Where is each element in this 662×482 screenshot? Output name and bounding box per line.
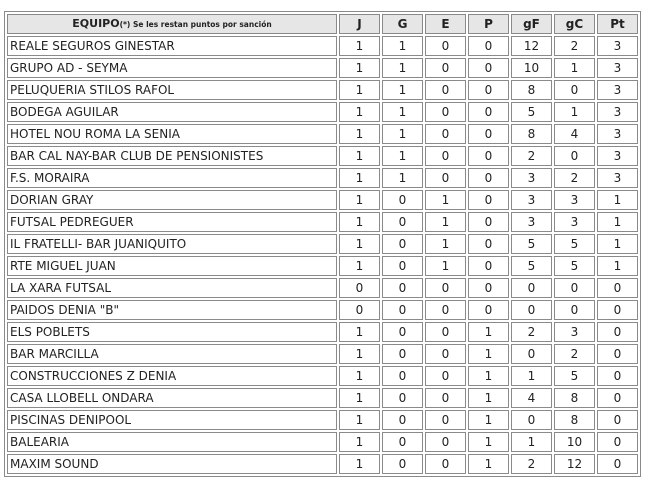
table-row [7, 300, 638, 320]
lost-cell: 0 [468, 190, 509, 210]
lost-column-header: P [468, 14, 509, 34]
team-column-header [7, 14, 337, 34]
goals-against-cell: 0 [554, 300, 595, 320]
won-cell: 1 [382, 36, 423, 56]
played-cell: 1 [339, 366, 380, 386]
lost-cell: 0 [468, 278, 509, 298]
goals-for-cell: 5 [511, 102, 552, 122]
lost-cell: 1 [468, 432, 509, 452]
goals-for-cell: 8 [511, 80, 552, 100]
points-cell: 0 [597, 454, 638, 474]
team-name-cell: GRUPO AD - SEYMA [7, 58, 337, 78]
lost-cell: 1 [468, 454, 509, 474]
goals-for-cell: 5 [511, 256, 552, 276]
table-row [7, 410, 638, 430]
lost-cell: 0 [468, 80, 509, 100]
won-cell: 0 [382, 322, 423, 342]
goals-against-column-header: gC [554, 14, 595, 34]
drawn-cell: 0 [425, 322, 466, 342]
goals-against-cell: 12 [554, 454, 595, 474]
goals-for-cell: 0 [511, 278, 552, 298]
table-row [7, 212, 638, 232]
table-row [7, 388, 638, 408]
played-cell: 1 [339, 322, 380, 342]
points-cell: 3 [597, 36, 638, 56]
won-cell: 0 [382, 388, 423, 408]
sanction-note: (*) Se les restan puntos por sanción [119, 19, 272, 29]
goals-against-cell: 5 [554, 366, 595, 386]
team-name-cell: BAR MARCILLA [7, 344, 337, 364]
goals-against-cell: 5 [554, 256, 595, 276]
lost-cell: 0 [468, 256, 509, 276]
drawn-cell: 0 [425, 146, 466, 166]
goals-against-cell: 2 [554, 36, 595, 56]
team-header-label: EQUIPO [72, 16, 120, 30]
drawn-cell: 0 [425, 58, 466, 78]
lost-cell: 1 [468, 344, 509, 364]
goals-for-cell: 1 [511, 366, 552, 386]
lost-cell: 0 [468, 212, 509, 232]
lost-cell: 0 [468, 146, 509, 166]
won-cell: 0 [382, 454, 423, 474]
points-cell: 0 [597, 344, 638, 364]
won-column-header: G [382, 14, 423, 34]
played-cell: 1 [339, 432, 380, 452]
points-cell: 1 [597, 212, 638, 232]
played-cell: 1 [339, 36, 380, 56]
lost-cell: 0 [468, 102, 509, 122]
points-cell: 0 [597, 366, 638, 386]
played-cell: 1 [339, 124, 380, 144]
drawn-cell: 0 [425, 278, 466, 298]
lost-cell: 1 [468, 366, 509, 386]
goals-for-cell: 2 [511, 146, 552, 166]
won-cell: 0 [382, 212, 423, 232]
team-name-cell: PELUQUERIA STILOS RAFOL [7, 80, 337, 100]
team-name-cell: RTE MIGUEL JUAN [7, 256, 337, 276]
points-cell: 3 [597, 102, 638, 122]
played-cell: 1 [339, 146, 380, 166]
table-row [7, 432, 638, 452]
played-cell: 1 [339, 212, 380, 232]
table-row [7, 36, 638, 56]
points-cell: 0 [597, 432, 638, 452]
played-cell: 1 [339, 388, 380, 408]
points-cell: 3 [597, 58, 638, 78]
goals-against-cell: 1 [554, 102, 595, 122]
drawn-cell: 0 [425, 80, 466, 100]
lost-cell: 0 [468, 300, 509, 320]
lost-cell: 0 [468, 36, 509, 56]
played-cell: 1 [339, 102, 380, 122]
table-row [7, 454, 638, 474]
lost-cell: 0 [468, 124, 509, 144]
goals-for-cell: 5 [511, 234, 552, 254]
lost-cell: 1 [468, 388, 509, 408]
won-cell: 1 [382, 80, 423, 100]
goals-against-cell: 0 [554, 278, 595, 298]
points-cell: 0 [597, 300, 638, 320]
goals-for-cell: 8 [511, 124, 552, 144]
drawn-cell: 0 [425, 102, 466, 122]
team-name-cell: LA XARA FUTSAL [7, 278, 337, 298]
points-cell: 1 [597, 234, 638, 254]
goals-against-cell: 0 [554, 80, 595, 100]
table-row [7, 344, 638, 364]
goals-against-cell: 4 [554, 124, 595, 144]
played-cell: 1 [339, 234, 380, 254]
goals-against-cell: 8 [554, 388, 595, 408]
goals-for-cell: 0 [511, 410, 552, 430]
drawn-cell: 1 [425, 256, 466, 276]
won-cell: 0 [382, 278, 423, 298]
played-cell: 1 [339, 168, 380, 188]
lost-cell: 0 [468, 168, 509, 188]
drawn-cell: 1 [425, 190, 466, 210]
points-cell: 1 [597, 256, 638, 276]
lost-cell: 0 [468, 58, 509, 78]
played-cell: 0 [339, 300, 380, 320]
drawn-cell: 0 [425, 36, 466, 56]
won-cell: 0 [382, 366, 423, 386]
table-row [7, 58, 638, 78]
points-cell: 3 [597, 146, 638, 166]
drawn-cell: 0 [425, 366, 466, 386]
points-cell: 1 [597, 190, 638, 210]
goals-against-cell: 1 [554, 58, 595, 78]
points-cell: 0 [597, 322, 638, 342]
won-cell: 1 [382, 168, 423, 188]
won-cell: 1 [382, 102, 423, 122]
points-cell: 3 [597, 124, 638, 144]
team-name-cell: F.S. MORAIRA [7, 168, 337, 188]
won-cell: 0 [382, 344, 423, 364]
played-cell: 1 [339, 80, 380, 100]
played-cell: 1 [339, 190, 380, 210]
table-row [7, 366, 638, 386]
won-cell: 1 [382, 146, 423, 166]
goals-against-cell: 3 [554, 190, 595, 210]
goals-against-cell: 0 [554, 146, 595, 166]
table-row [7, 80, 638, 100]
team-name-cell: DORIAN GRAY [7, 190, 337, 210]
team-name-cell: ELS POBLETS [7, 322, 337, 342]
points-cell: 3 [597, 168, 638, 188]
won-cell: 0 [382, 190, 423, 210]
lost-cell: 1 [468, 410, 509, 430]
won-cell: 1 [382, 58, 423, 78]
goals-for-cell: 4 [511, 388, 552, 408]
team-name-cell: CASA LLOBELL ONDARA [7, 388, 337, 408]
goals-for-cell: 0 [511, 344, 552, 364]
standings-table [4, 11, 641, 477]
lost-cell: 0 [468, 234, 509, 254]
won-cell: 1 [382, 124, 423, 144]
drawn-column-header: E [425, 14, 466, 34]
goals-against-cell: 5 [554, 234, 595, 254]
goals-against-cell: 10 [554, 432, 595, 452]
table-row [7, 234, 638, 254]
points-cell: 0 [597, 388, 638, 408]
goals-for-cell: 12 [511, 36, 552, 56]
played-cell: 1 [339, 256, 380, 276]
drawn-cell: 0 [425, 454, 466, 474]
table-row [7, 278, 638, 298]
drawn-cell: 0 [425, 300, 466, 320]
won-cell: 0 [382, 410, 423, 430]
team-name-cell: CONSTRUCCIONES Z DENIA [7, 366, 337, 386]
drawn-cell: 0 [425, 432, 466, 452]
goals-for-cell: 2 [511, 454, 552, 474]
drawn-cell: 1 [425, 234, 466, 254]
team-name-cell: BODEGA AGUILAR [7, 102, 337, 122]
played-cell: 1 [339, 344, 380, 364]
played-cell: 1 [339, 58, 380, 78]
goals-for-cell: 10 [511, 58, 552, 78]
goals-against-cell: 3 [554, 322, 595, 342]
drawn-cell: 0 [425, 168, 466, 188]
team-name-cell: IL FRATELLI- BAR JUANIQUITO [7, 234, 337, 254]
team-name-cell: REALE SEGUROS GINESTAR [7, 36, 337, 56]
goals-for-cell: 2 [511, 322, 552, 342]
won-cell: 0 [382, 234, 423, 254]
points-column-header: Pt [597, 14, 638, 34]
drawn-cell: 0 [425, 410, 466, 430]
team-name-cell: BAR CAL NAY-BAR CLUB DE PENSIONISTES [7, 146, 337, 166]
table-row [7, 168, 638, 188]
points-cell: 0 [597, 278, 638, 298]
team-name-cell: MAXIM SOUND [7, 454, 337, 474]
table-row [7, 322, 638, 342]
team-name-cell: FUTSAL PEDREGUER [7, 212, 337, 232]
played-column-header: J [339, 14, 380, 34]
drawn-cell: 0 [425, 124, 466, 144]
goals-for-cell: 3 [511, 168, 552, 188]
team-name-cell: HOTEL NOU ROMA LA SENIA [7, 124, 337, 144]
goals-against-cell: 3 [554, 212, 595, 232]
won-cell: 0 [382, 256, 423, 276]
team-name-cell: PISCINAS DENIPOOL [7, 410, 337, 430]
goals-against-cell: 2 [554, 344, 595, 364]
drawn-cell: 0 [425, 344, 466, 364]
header-row [7, 14, 638, 34]
won-cell: 0 [382, 432, 423, 452]
team-name-cell: BALEARIA [7, 432, 337, 452]
won-cell: 0 [382, 300, 423, 320]
table-row [7, 102, 638, 122]
team-name-cell: PAIDOS DENIA "B" [7, 300, 337, 320]
standings-container [4, 11, 641, 477]
goals-against-cell: 2 [554, 168, 595, 188]
played-cell: 0 [339, 278, 380, 298]
table-row [7, 124, 638, 144]
table-row [7, 190, 638, 210]
goals-for-cell: 1 [511, 432, 552, 452]
table-row [7, 146, 638, 166]
table-row [7, 256, 638, 276]
goals-for-column-header: gF [511, 14, 552, 34]
drawn-cell: 1 [425, 212, 466, 232]
drawn-cell: 0 [425, 388, 466, 408]
goals-for-cell: 3 [511, 212, 552, 232]
goals-for-cell: 3 [511, 190, 552, 210]
goals-for-cell: 0 [511, 300, 552, 320]
points-cell: 0 [597, 410, 638, 430]
played-cell: 1 [339, 410, 380, 430]
played-cell: 1 [339, 454, 380, 474]
points-cell: 3 [597, 80, 638, 100]
lost-cell: 1 [468, 322, 509, 342]
goals-against-cell: 8 [554, 410, 595, 430]
